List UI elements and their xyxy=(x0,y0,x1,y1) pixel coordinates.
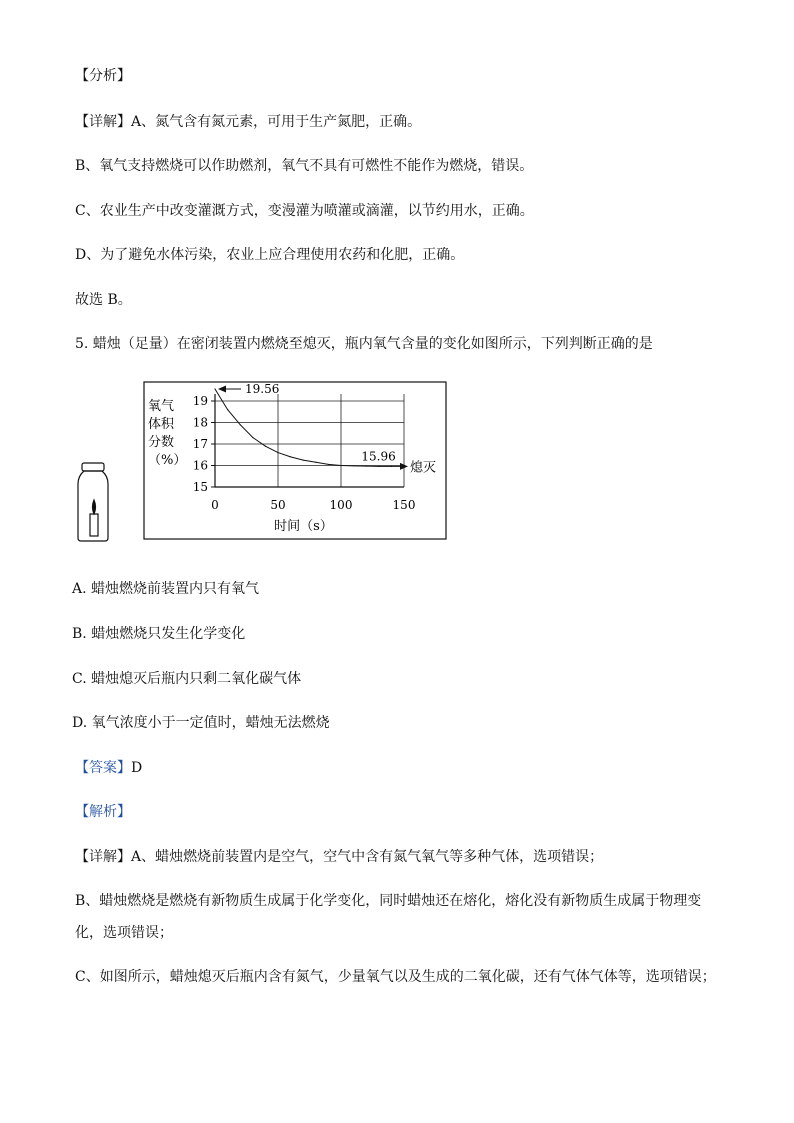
data-point xyxy=(277,452,278,453)
data-point xyxy=(391,466,392,467)
answer-label: 【答案】 xyxy=(75,760,131,776)
y-tick-label: 19 xyxy=(192,394,208,408)
data-point xyxy=(240,424,241,425)
oxygen-chart xyxy=(70,380,460,550)
y-axis-label: 分数 xyxy=(148,435,175,450)
start-arrow-head xyxy=(218,385,226,392)
data-point xyxy=(265,446,266,447)
question-figure xyxy=(70,380,460,554)
data-point xyxy=(252,437,253,438)
option-a: A. 蜡烛燃烧前装置内只有氧气 xyxy=(72,581,260,597)
explain-line-b2: 化，选项错误； xyxy=(75,925,173,941)
y-axis-label: （%） xyxy=(148,453,187,468)
x-tick-label: 50 xyxy=(270,498,286,512)
explain-text-a: A、蜡烛燃烧前装置内是空气，空气中含有氮气氧气等多种气体，选项错误； xyxy=(131,849,604,865)
question-stem: 5. 蜡烛（足量）在密闭装置内燃烧至熄灭，瓶内氧气含量的变化如图所示，下列判断正确的是 xyxy=(75,336,653,352)
data-point xyxy=(303,460,304,461)
conclusion: 故选 B。 xyxy=(75,292,132,308)
y-tick-label: 15 xyxy=(192,480,208,494)
analysis-label: 【分析】 xyxy=(75,68,131,84)
detail-line-c: C、农业生产中改变灌溉方式，变漫灌为喷灌或滴灌，以节约用水，正确。 xyxy=(75,203,534,219)
x-axis-label: 时间（s） xyxy=(274,519,333,534)
detail-text: A、氮气含有氮元素，可用于生产氮肥，正确。 xyxy=(131,114,422,130)
data-point xyxy=(378,466,379,467)
answer-value: D xyxy=(131,760,143,776)
explain-paragraph-a xyxy=(75,847,603,867)
option-d: D. 氧气浓度小于一定值时，蜡烛无法燃烧 xyxy=(72,715,330,731)
y-axis-label: 氧气 xyxy=(148,399,175,414)
x-tick-label: 100 xyxy=(329,498,353,512)
data-point xyxy=(227,409,228,410)
extinguish-label: 熄灭 xyxy=(410,460,437,476)
explain-line-c: C、如图所示，蜡烛熄灭后瓶内含有氮气，少量氧气以及生成的二氧化碳，还有气体气体等，选项错误； xyxy=(75,969,716,985)
detail-line-b: B、氧气支持燃烧可以作助燃剂，氧气不具有可燃性不能作为燃烧，错误。 xyxy=(75,158,534,174)
end-value-label: 15.96 xyxy=(361,449,396,464)
x-tick-label: 0 xyxy=(211,498,219,512)
data-point xyxy=(353,465,354,466)
y-tick-label: 16 xyxy=(192,458,208,473)
start-value-label: 19.56 xyxy=(245,381,280,396)
data-point xyxy=(315,462,316,463)
option-c: C. 蜡烛熄灭后瓶内只剩二氧化碳气体 xyxy=(72,671,302,687)
data-point xyxy=(340,465,341,466)
detail-label: 【详解】 xyxy=(75,849,131,865)
detail-paragraph-a xyxy=(75,112,421,132)
x-tick-label: 150 xyxy=(392,498,416,512)
y-axis-label: 体积 xyxy=(148,417,175,432)
data-point xyxy=(214,388,215,389)
data-point xyxy=(328,464,329,465)
y-tick-label: 17 xyxy=(192,437,208,451)
data-point xyxy=(290,456,291,457)
y-tick-label: 18 xyxy=(192,415,208,430)
explain-label: 【解析】 xyxy=(75,804,131,820)
data-point xyxy=(366,466,367,467)
detail-label: 【详解】 xyxy=(75,114,131,130)
explain-line-b1: B、蜡烛燃烧是燃烧有新物质生成属于化学变化，同时蜡烛还在熔化，熔化没有新物质生成属于物理变 xyxy=(75,893,702,909)
option-b: B. 蜡烛燃烧只发生化学变化 xyxy=(72,626,246,642)
answer-line xyxy=(75,758,142,778)
bottle-candle-illustration xyxy=(78,463,108,541)
detail-line-d: D、为了避免水体污染，农业上应合理使用农药和化肥，正确。 xyxy=(75,247,465,263)
chart-frame xyxy=(144,382,446,539)
